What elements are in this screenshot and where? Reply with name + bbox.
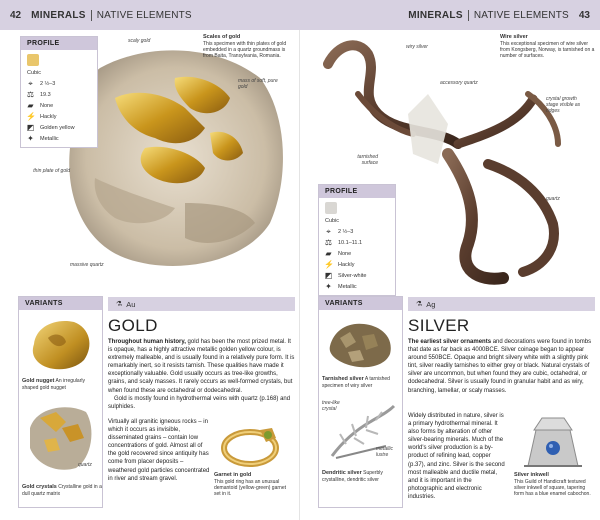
dendritic-silver-caption [322, 470, 402, 483]
gold-main-caption [203, 34, 295, 60]
label-tree-like-crystal: tree-like crystal [322, 400, 340, 412]
label-metallic-lustre: metallic lustre [376, 446, 393, 458]
caption-title: Silver inkwell [514, 472, 549, 478]
caption-text: This specimen with thin plates of gold embedded in a quartz groundmass is from Baita, Transylvania, Romania. [203, 40, 287, 60]
caption-title: Dendritic silver [322, 470, 362, 476]
variants-heading: VARIANTS [19, 297, 102, 310]
right-page-header [300, 0, 600, 30]
lustre-value: Metallic [40, 135, 59, 142]
color-row [21, 122, 97, 133]
sg-row [21, 89, 97, 100]
fracture-icon: ⚡ [26, 112, 36, 121]
cleavage-icon: ▰ [27, 101, 34, 110]
fracture-row [319, 259, 395, 270]
left-page-header [0, 0, 300, 30]
gold-crystals-caption [22, 484, 102, 497]
cleavage-row [21, 100, 97, 111]
label-quartz: quartz [78, 462, 92, 468]
label-quartz: quartz [546, 196, 560, 202]
label-scaly-gold: scaly gold [128, 38, 151, 44]
caption-title: Tarnished silver [322, 376, 364, 382]
scale-icon: ⚖ [26, 90, 35, 99]
lead-in: The earliest silver ornaments [408, 339, 492, 345]
streak-icon: ◩ [324, 271, 333, 280]
label-accessory-quartz: accessory quartz [440, 80, 478, 86]
silver-title: SILVER [408, 316, 470, 335]
page-number: 43 [578, 9, 590, 21]
hardness-icon: ⌖ [326, 227, 331, 236]
subsection-title: NATIVE ELEMENTS [473, 9, 569, 21]
page-number: 42 [10, 9, 22, 21]
cleavage-value: None [338, 250, 352, 257]
gold-paragraph-1 [108, 338, 296, 395]
crystal-system: Cubic [27, 70, 42, 76]
silver-paragraph-1 [408, 338, 596, 395]
section-title: MINERALS [408, 9, 463, 21]
color-value: Silver-white [338, 272, 367, 279]
caption-text: Crystalline gold in a dull quartz matrix [22, 484, 102, 497]
gold-nugget-caption [22, 378, 100, 391]
inkwell-caption [514, 472, 596, 498]
label-massive-quartz: massive quartz [70, 262, 104, 268]
fracture-row [21, 111, 97, 122]
element-icon: ⚗ [416, 301, 423, 308]
caption-title: Garnet in gold [214, 472, 252, 478]
label-growth-ridges: crystal growth stage visible as ridges [546, 96, 581, 114]
label-tarnished-surface: tarnished surface [357, 154, 378, 166]
label-thin-plate: thin plate of gold [33, 168, 70, 174]
lustre-row [319, 281, 395, 292]
hardness-row [21, 78, 97, 89]
lustre-row [21, 133, 97, 144]
crystal-system: Cubic [325, 218, 340, 224]
subsection-title: NATIVE ELEMENTS [96, 9, 192, 21]
gold-nugget-photo [26, 314, 96, 374]
silver-body-text-2 [408, 412, 508, 501]
gold-paragraph-2a: Gold is mostly found in hydrothermal veins with quartz (p.168) and sulphides. [108, 395, 291, 410]
hardness-value: 2 ½–3 [40, 80, 56, 87]
element-symbol: Au [126, 299, 136, 309]
streak-icon: ◩ [26, 123, 35, 132]
fracture-value: Hackly [338, 261, 355, 268]
gold-profile-box [20, 36, 98, 148]
silver-symbol-bar [408, 297, 595, 311]
element-icon: ⚗ [116, 301, 123, 308]
garnet-ring-photo [214, 418, 290, 470]
variants-heading: VARIANTS [319, 297, 402, 310]
profile-heading: PROFILE [21, 37, 97, 50]
fracture-value: Hackly [40, 113, 57, 120]
fracture-icon: ⚡ [324, 260, 334, 269]
caption-text: Superbly crystalline, dendritic silver [322, 470, 383, 483]
caption-title: Scales of gold [203, 34, 241, 40]
header-divider [91, 10, 92, 21]
color-swatch [27, 54, 39, 66]
hardness-icon: ⌖ [28, 79, 33, 88]
gold-body-text-2 [108, 418, 210, 483]
caption-title: Gold nugget [22, 378, 55, 384]
silver-profile-box [318, 184, 396, 296]
cleavage-row [319, 248, 395, 259]
scale-icon: ⚖ [324, 238, 333, 247]
gold-symbol-bar [108, 297, 295, 311]
cleavage-icon: ▰ [325, 249, 332, 258]
sg-value: 19.3 [40, 91, 51, 98]
lustre-icon: ✦ [325, 282, 332, 291]
color-row [319, 270, 395, 281]
caption-text: This gold ring has an unusual demantoid (yellow-green) garnet set in it. [214, 478, 286, 498]
lead-in: Throughout human history, [108, 339, 186, 345]
paragraph-text: gold has been the most prized metal. It is opaque, has a highly attractive metallic golden yellow colour, is extremely malleable, and is usually found in a relatively pure form. It is remarkably inert, so it resists tarnish. These qualities have made it exceptionally valuable. Gold usually occurs as tree-like growths, grains, and scaly masses. It rarely occurs as well-formed crystals, but when found these are octahedral or dodecahedral. [108, 339, 295, 394]
caption-title: Gold crystals [22, 484, 57, 490]
label-wiry-silver: wiry silver [406, 44, 428, 50]
gold-body-text [108, 338, 296, 411]
color-value: Golden yellow [40, 124, 75, 131]
lustre-icon: ✦ [27, 134, 34, 143]
hardness-row [319, 226, 395, 237]
lustre-value: Metallic [338, 283, 357, 290]
silver-main-caption [500, 34, 595, 60]
silver-body-text [408, 338, 596, 395]
sg-value: 10.1–11.1 [338, 239, 363, 246]
caption-text: This exceptional specimen of wire silver from Kongsberg, Norway, is tarnished on a number of surfaces. [500, 40, 595, 60]
color-swatch [325, 202, 337, 214]
caption-text: A tarnished specimen of wiry silver [322, 376, 390, 389]
section-title: MINERALS [31, 9, 86, 21]
hardness-value: 2 ½–3 [338, 228, 354, 235]
gold-paragraph-2b: Virtually all granitic igneous rocks – in which it occurs as invisible, disseminated grains – contain low concentrations of gold. Almost all of the gold recovered since antiquity has come from placer deposits – weathered gold particles concentrated in river and stream gravel. [108, 419, 210, 482]
caption-text: An irregularly shaped gold nugget [22, 378, 85, 391]
tarnished-silver-photo [326, 316, 396, 372]
element-symbol: Ag [426, 299, 436, 309]
tarnished-silver-caption [322, 376, 402, 389]
page-spine [299, 30, 300, 520]
caption-text: This Guild of Handicraft textured silver inkwell of square, tapering form has a blue enamel cabochon. [514, 478, 591, 498]
header-divider [468, 10, 469, 21]
cleavage-value: None [40, 102, 54, 109]
paragraph-text: and decorations were found in tombs that date as far back as 4000BCE. Silver coinage began to appear around 550BCE. Opaque and bright silvery white with a slightly pink tint, silver readily tarnishes to either grey or black. Natural crystals of silver are uncommon, but when found they are cubic, octahedral, or dodecahedral. Silver is usually found in granular habit and as wiry, branching, lamellar, or scaly masses. [408, 339, 592, 394]
caption-title: Wire silver [500, 34, 528, 40]
garnet-caption [214, 472, 294, 498]
profile-heading: PROFILE [319, 185, 395, 198]
silver-inkwell-photo [514, 408, 592, 472]
silver-paragraph-2: Widely distributed in nature, silver is a primary hydrothermal mineral. It also forms by alteration of other silver-bearing minerals. Much of the world's silver production is a by-product of refining lead, copper (p.37), and zinc. Silver is the second most malleable and ductile metal, and it is important in the photographic and electronic industries. [408, 413, 505, 500]
label-soft-gold: mass of soft, pure gold [238, 78, 278, 90]
sg-row [319, 237, 395, 248]
gold-title: GOLD [108, 316, 158, 335]
